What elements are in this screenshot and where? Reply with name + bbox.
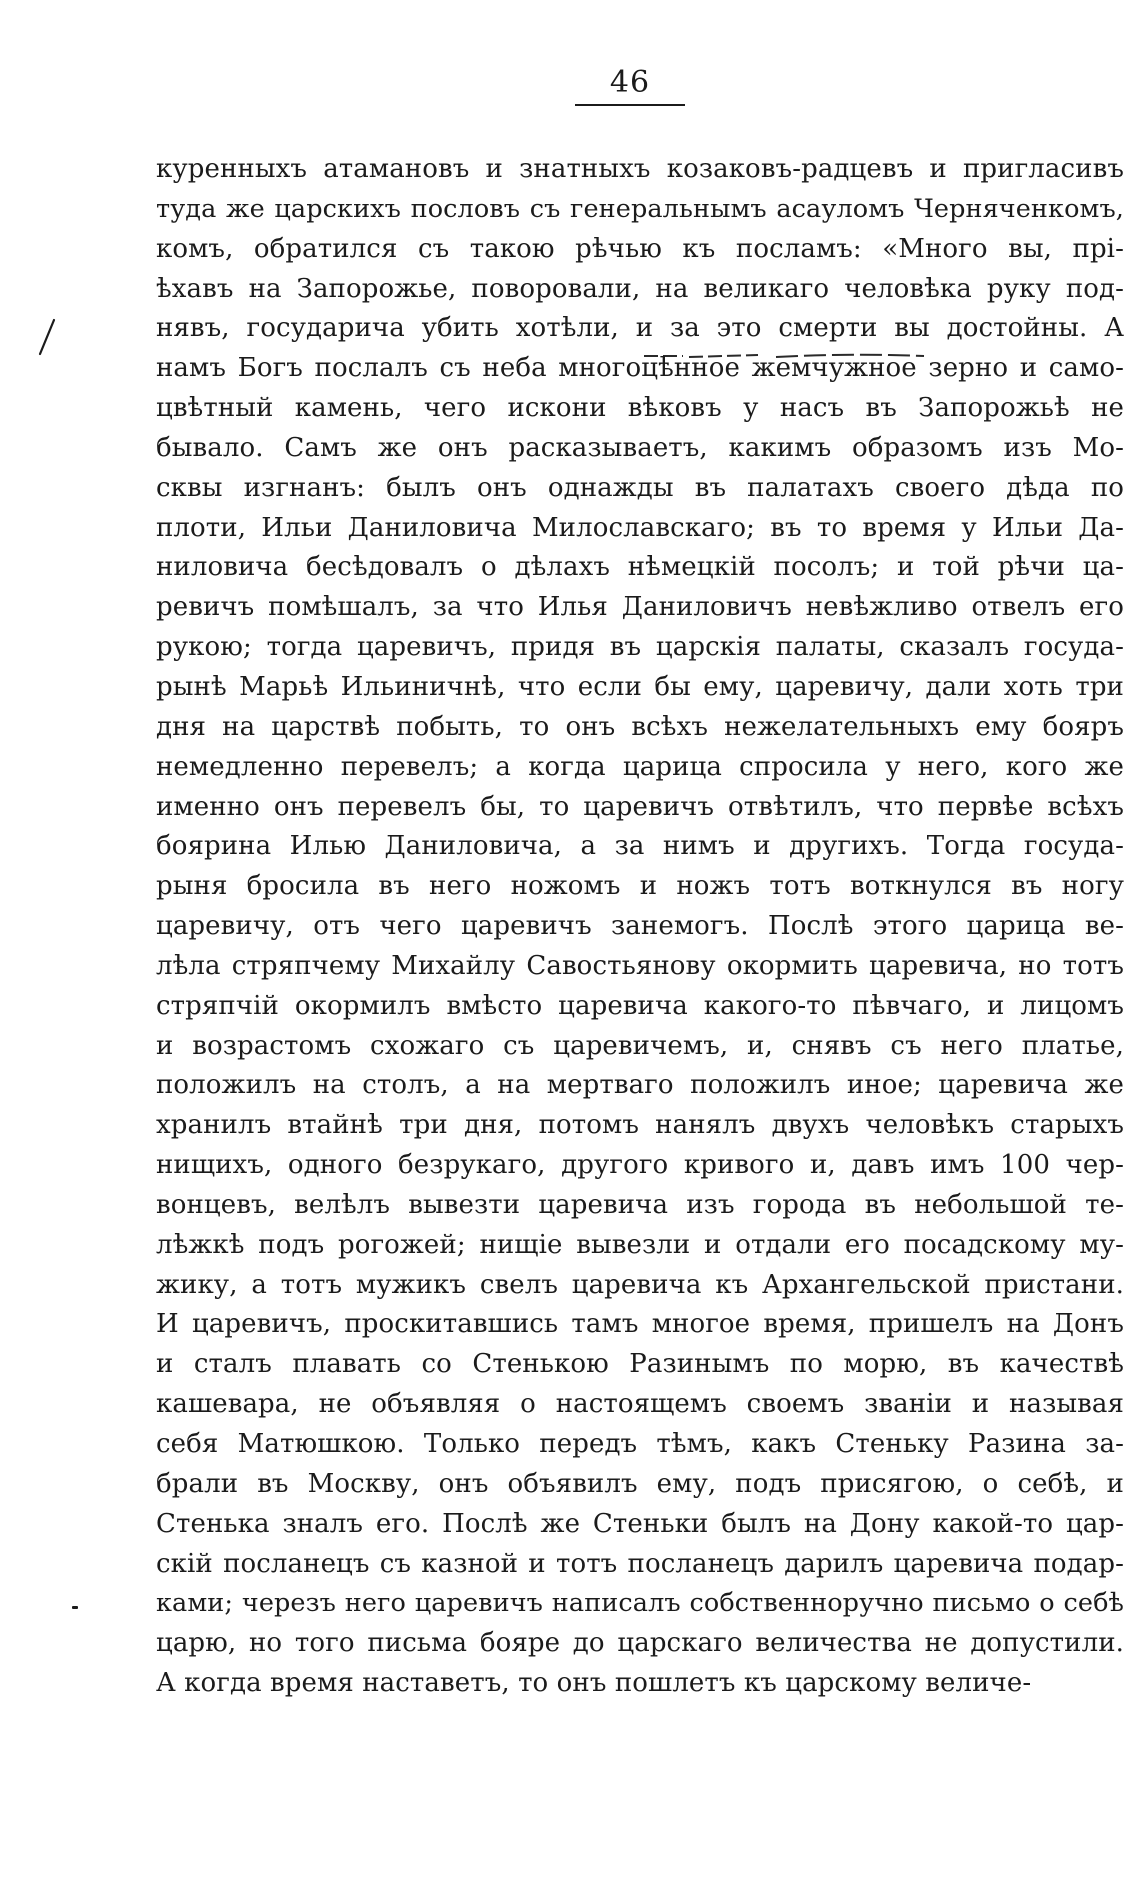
text-line: И царевичъ, проскитавшись тамъ многое время, пришелъ на Донъ: [156, 1309, 1124, 1340]
text-line: боярина Илью Даниловича, а за нимъ и другихъ. Тогда госуда-: [156, 831, 1124, 862]
text-line: туда же царскихъ пословъ съ генеральнымъ асауломъ Черняченкомъ,: [156, 193, 1124, 224]
text-line: себя Матюшкою. Только передъ тѣмъ, какъ Стеньку Разина за-: [156, 1429, 1124, 1459]
text-line: хранилъ втайнѣ три дня, потомъ нанялъ двухъ человѣкъ старыхъ: [156, 1110, 1124, 1141]
text-line: кашевара, не объявляя о настоящемъ своемъ званіи и называя: [156, 1389, 1124, 1420]
text-line: лѣла стряпчему Михайлу Савостьянову окормить царевича, но тотъ: [156, 950, 1124, 981]
stray-ink-dot: [72, 1606, 78, 1609]
text-line: жику, а тотъ мужикъ свелъ царевича къ Архангельской пристани.: [156, 1269, 1124, 1300]
margin-slash-mark: [38, 318, 56, 356]
text-line: рыня бросила въ него ножомъ и ножъ тотъ воткнулся въ ногу: [156, 871, 1124, 902]
page-number-rule: [575, 104, 685, 106]
text-line: ками; черезъ него царевичъ написалъ собственноручно письмо о себѣ: [156, 1588, 1124, 1619]
text-line: ѣхавъ на Запорожье, поворовали, на великаго человѣка руку под-: [156, 273, 1124, 304]
text-line: царевичу, отъ чего царевичъ занемогъ. Послѣ этого царица ве-: [156, 911, 1124, 942]
text-line: цвѣтный камень, чего искони вѣковъ у насъ въ Запорожьѣ не: [156, 393, 1124, 424]
text-line: рынѣ Марьѣ Ильиничнѣ, что если бы ему, царевичу, дали хоть три: [156, 671, 1124, 702]
text-line: ревичъ помѣшалъ, за что Илья Даниловичъ невѣжливо отвелъ его: [156, 592, 1124, 623]
text-line: и возрастомъ схожаго съ царевичемъ, и, снявъ съ него платье,: [156, 1030, 1124, 1061]
text-line: именно онъ перевелъ бы, то царевичъ отвѣтилъ, что первѣе всѣхъ: [156, 791, 1124, 822]
text-line: царю, но того письма бояре до царскаго величества не допустили.: [156, 1628, 1124, 1659]
text-line: куренныхъ атамановъ и знатныхъ козаковъ-радцевъ и пригласивъ: [156, 154, 1124, 184]
page-number: 46: [609, 65, 651, 100]
text-line: и сталъ плавать со Стенькою Разинымъ по морю, въ качествѣ: [156, 1349, 1124, 1380]
text-line: Стенька зналъ его. Послѣ же Стеньки былъ на Дону какой-то цар-: [156, 1508, 1124, 1539]
text-line: стряпчій окормилъ вмѣсто царевича какого-то пѣвчаго, и лицомъ: [156, 990, 1124, 1021]
text-line: скій посланецъ съ казной и тотъ посланецъ дарилъ царевича подар-: [156, 1548, 1124, 1579]
text-line: нявъ, государича убить хотѣли, и за это смерти вы достойны. А: [156, 313, 1124, 344]
text-line: бывало. Самъ же онъ расказываетъ, какимъ образомъ изъ Мо-: [156, 432, 1124, 463]
text-line: рукою; тогда царевичъ, придя въ царскія палаты, сказалъ госуда-: [156, 632, 1124, 663]
text-line: ниловича бесѣдовалъ о дѣлахъ нѣмецкій посолъ; и той рѣчи ца-: [156, 552, 1124, 583]
text-line: лѣжкѣ подъ рогожей; нищіе вывезли и отдали его посадскому му-: [156, 1229, 1124, 1260]
text-line: положилъ на столъ, а на мертваго положилъ иное; царевича же: [156, 1070, 1124, 1101]
text-line: комъ, обратился съ такою рѣчью къ посламъ: «Много вы, прі-: [156, 233, 1124, 264]
text-line: сквы изгнанъ: былъ онъ однажды въ палатахъ своего дѣда по: [156, 472, 1124, 503]
text-line: немедленно перевелъ; а когда царица спросила у него, кого же: [156, 751, 1124, 782]
text-line: намъ Богъ послалъ съ неба многоцѣнное жемчужное зерно и само-: [156, 353, 1124, 384]
text-line: вонцевъ, велѣлъ вывезти царевича изъ города въ небольшой те-: [156, 1189, 1124, 1220]
text-line: дня на царствѣ побыть, то онъ всѣхъ нежелательныхъ ему бояръ: [156, 711, 1124, 742]
text-line: А когда время наставетъ, то онъ пошлетъ къ царскому величе-: [156, 1668, 1032, 1699]
text-line: брали въ Москву, онъ объявилъ ему, подъ присягою, о себѣ, и: [156, 1468, 1124, 1499]
text-line: нищихъ, одного безрукаго, другого кривого и, давъ имъ 100 чер-: [156, 1150, 1124, 1181]
body-text: [156, 150, 1124, 1704]
text-line: плоти, Ильи Даниловича Милославскаго; въ то время у Ильи Да-: [156, 512, 1124, 543]
